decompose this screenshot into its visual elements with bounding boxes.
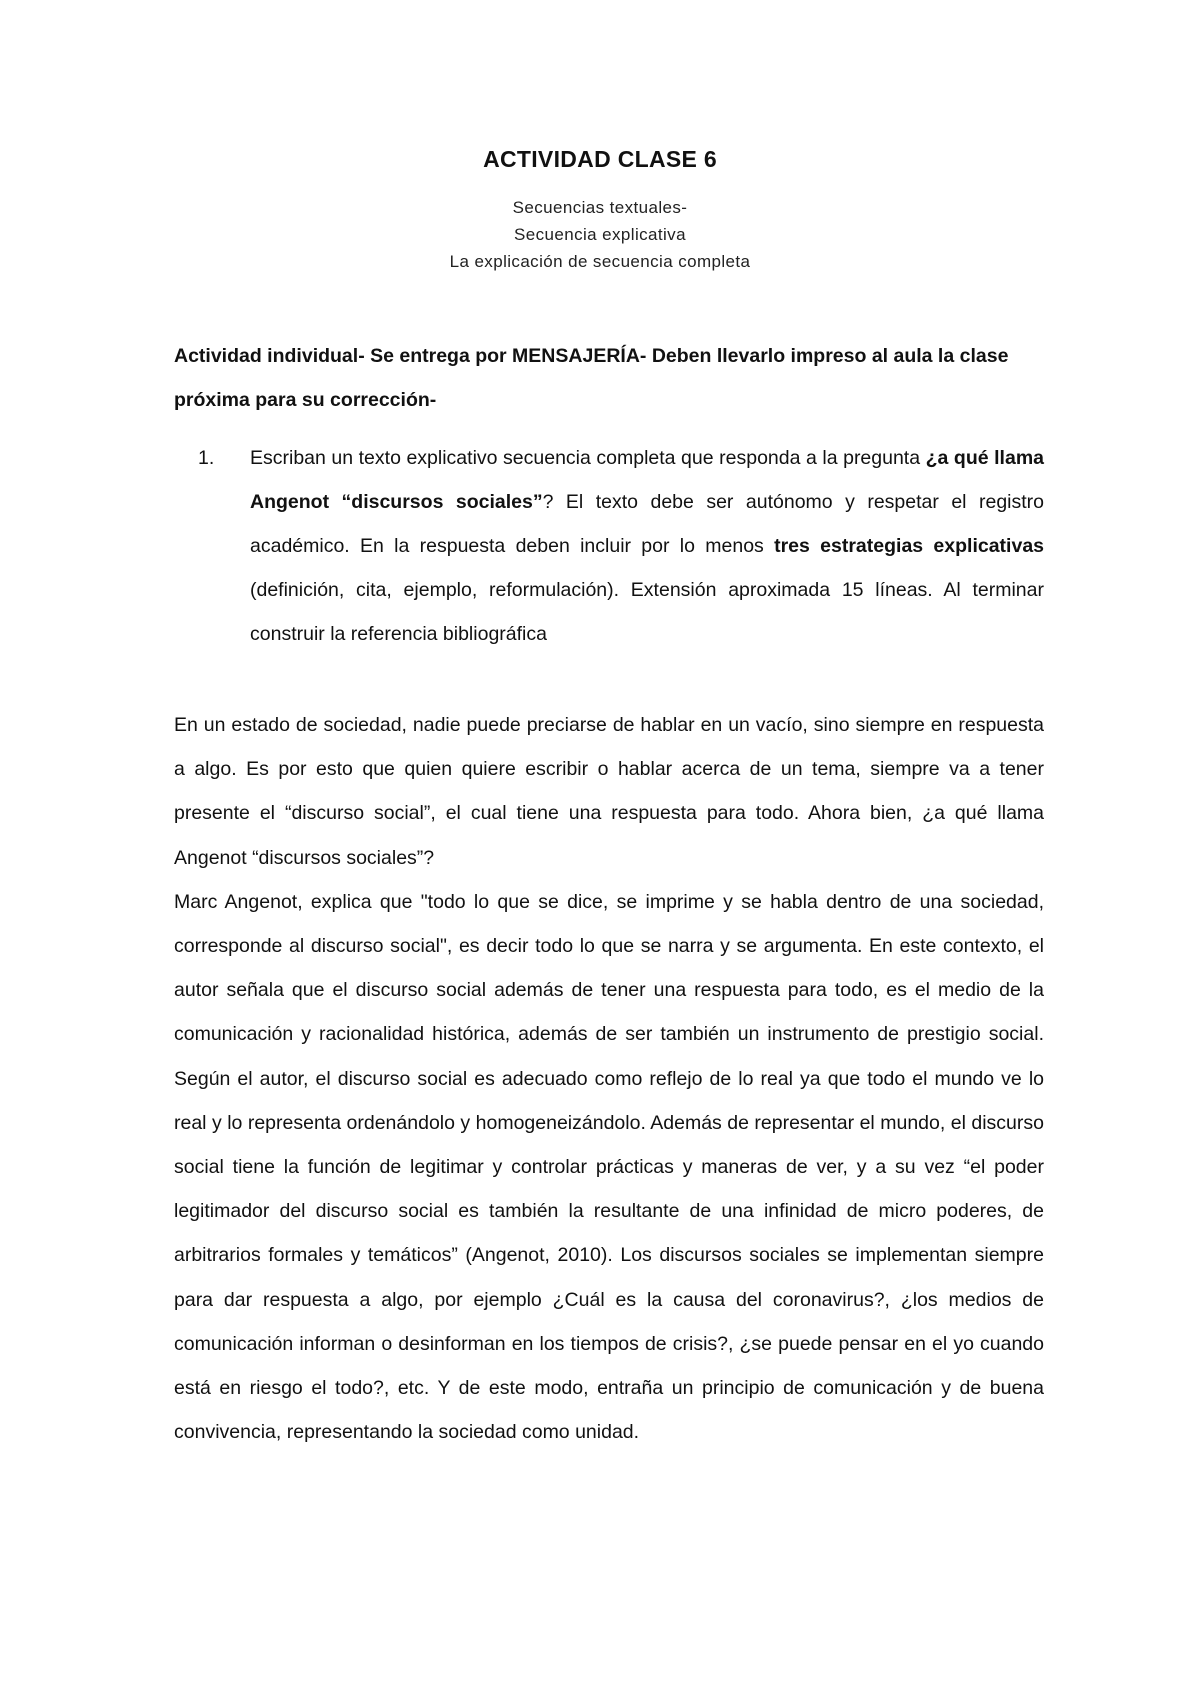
task-question-bold: ¿a qué llama Angenot “discursos sociales” bbox=[250, 447, 1044, 513]
subtitle-line-3: La explicación de secuencia completa bbox=[449, 252, 751, 271]
task-text-part-3: (definición, cita, ejemplo, reformulación). Extensión aproximada 15 líneas. Al terminar construir la referencia bibliográfica bbox=[250, 579, 1044, 645]
answer-paragraph-1: En un estado de sociedad, nadie puede preciarse de hablar en un vacío, sino siempre en respuesta a algo. Es por esto que quien quiere escribir o hablar acerca de un tema, siempre va a tener presente el “discurso social”, el cual tiene una respuesta para todo. Ahora bien, ¿a qué llama Angenot “discursos sociales”? bbox=[174, 714, 1044, 869]
task-text bbox=[250, 436, 1044, 656]
task-strategies-bold: tres estrategias explicativas bbox=[774, 535, 1045, 557]
task-text-part-2: ? El texto debe ser autónomo y respetar el registro académico. En la respuesta deben incluir por lo menos bbox=[250, 491, 1044, 557]
document-title: ACTIVIDAD CLASE 6 bbox=[483, 146, 717, 172]
subtitle-line-2: Secuencia explicativa bbox=[514, 225, 686, 244]
activity-instructions: Actividad individual- Se entrega por MENSAJERÍA- Deben llevarlo impreso al aula la clase próxima para su corrección- bbox=[174, 345, 1009, 411]
subtitle-line-1: Secuencias textuales- bbox=[512, 198, 688, 217]
answer-paragraph-2: Marc Angenot, explica que "todo lo que se dice, se imprime y se habla dentro de una sociedad, corresponde al discurso social", es decir todo lo que se narra y se argumenta. En este contexto, el autor señala que el discurso social además de tener una respuesta para todo, es el medio de la comunicación y racionalidad histórica, además de ser también un instrumento de prestigio social. Según el autor, el discurso social es adecuado como reflejo de lo real ya que todo el mundo ve lo real y lo representa ordenándolo y homogeneizándolo. Además de representar el mundo, el discurso social tiene la función de legitimar y controlar prácticas y maneras de ver, y a su vez “el poder legitimador del discurso social es también la resultante de una infinidad de micro poderes, de arbitrarios formales y temáticos” (Angenot, 2010). Los discursos sociales se implementan siempre para dar respuesta a algo, por ejemplo ¿Cuál es la causa del coronavirus?, ¿los medios de comunicación informan o desinforman en los tiempos de crisis?, ¿se puede pensar en el yo cuando está en riesgo el todo?, etc. Y de este modo, entraña un principio de comunicación y de buena convivencia, representando la sociedad como unidad. bbox=[174, 890, 1044, 1444]
task-text-part-1: Escriban un texto explicativo secuencia completa que responda a la pregunta bbox=[250, 447, 926, 469]
task-item bbox=[198, 436, 1044, 656]
answer-text bbox=[174, 703, 1044, 1454]
task-number: 1. bbox=[198, 447, 215, 469]
